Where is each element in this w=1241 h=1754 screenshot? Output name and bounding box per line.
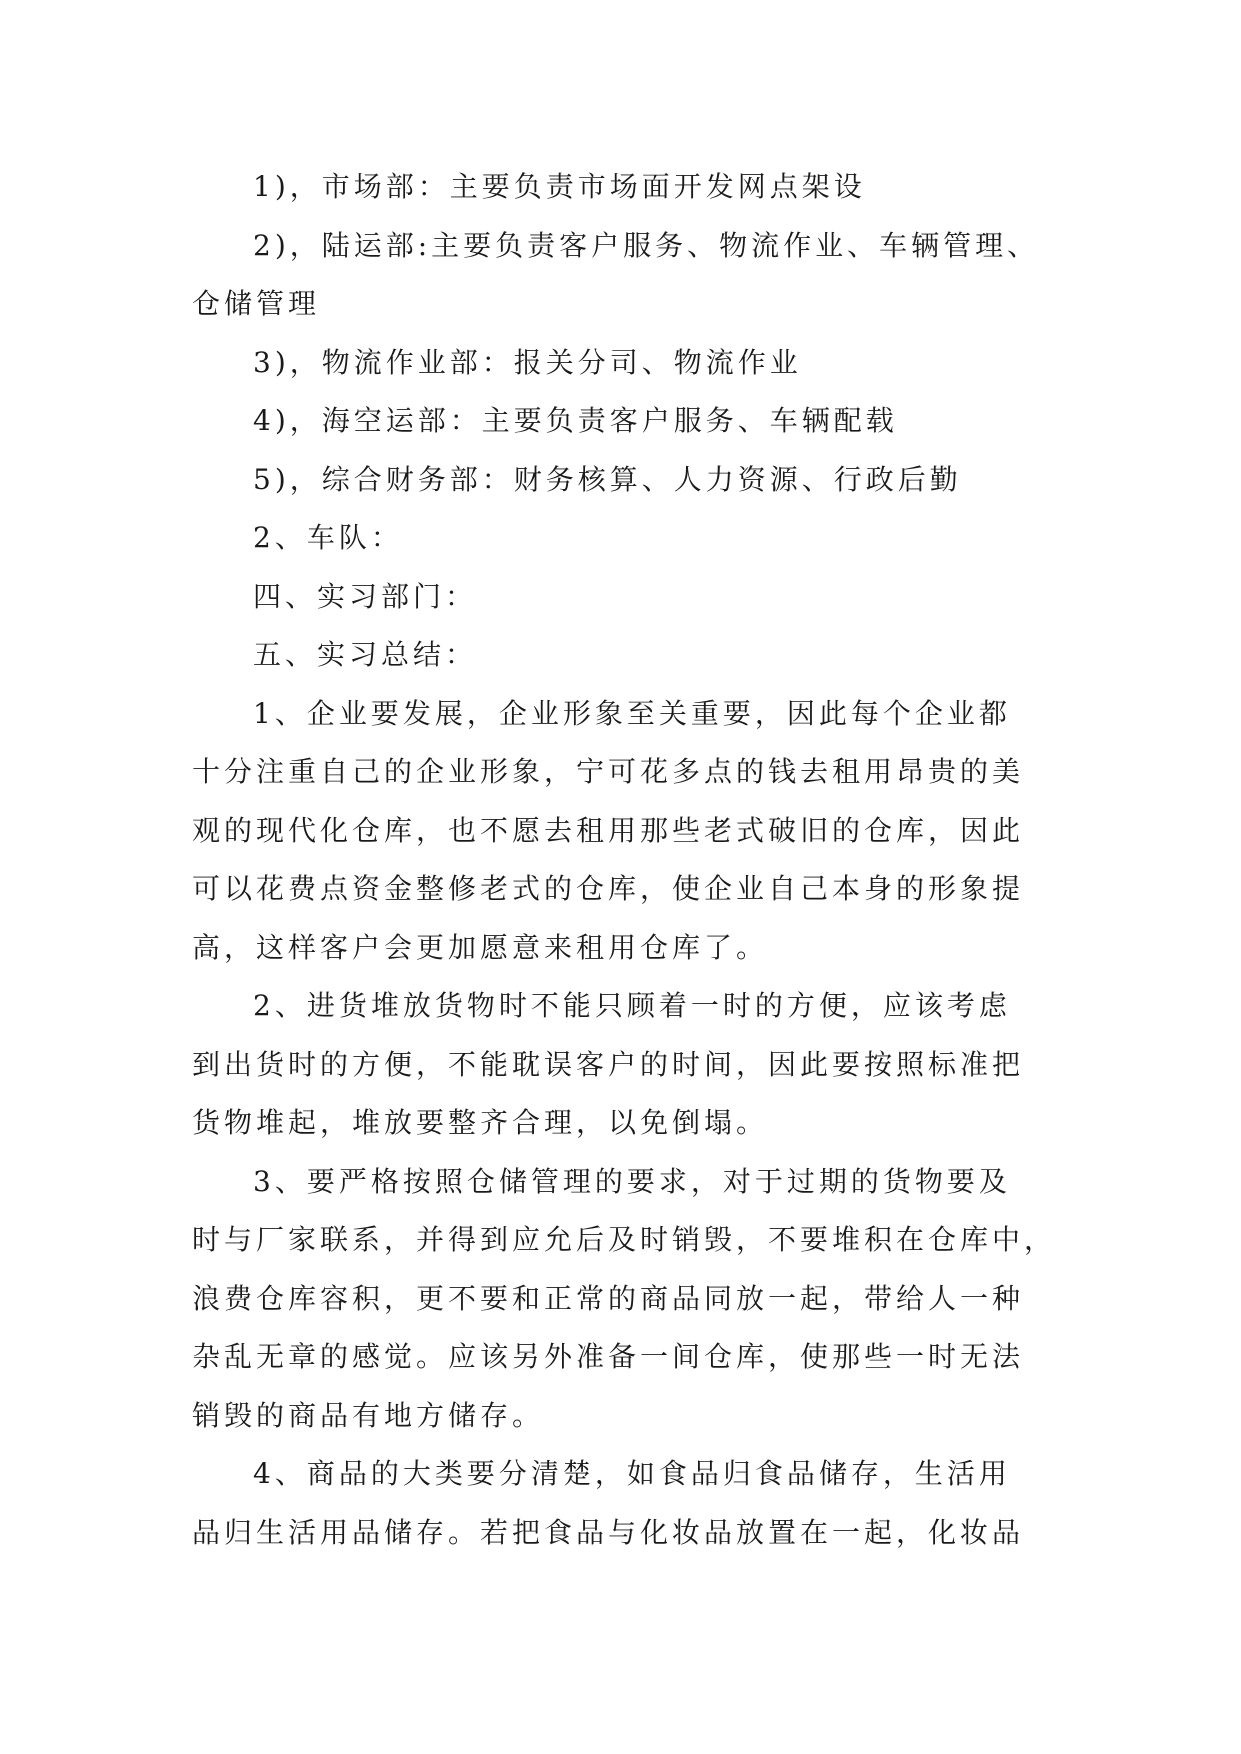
paragraph-dept-land-transport	[192, 217, 1052, 334]
paragraph-dept-market	[192, 158, 1052, 217]
text-line: 杂乱无章的感觉。应该另外准备一间仓库，使那些一时无法	[192, 1340, 1025, 1373]
text-line: 2、车队：	[253, 521, 403, 554]
text-line: 3、要严格按照仓储管理的要求，对于过期的货物要及	[253, 1164, 1011, 1198]
text-line: 5)，综合财务部：财务核算、人力资源、行政后勤	[253, 462, 962, 496]
document-body	[192, 158, 1057, 1562]
text-line: 货物堆起，堆放要整齐合理，以免倒塌。	[192, 1106, 769, 1139]
text-line: 可以花费点资金整修老式的仓库，使企业自己本身的形象提	[192, 872, 1025, 905]
paragraph-fleet	[192, 509, 1052, 568]
text-line: 浪费仓库容积，更不要和正常的商品同放一起，带给人一种	[192, 1281, 1025, 1315]
text-line: 高，这样客户会更加愿意来租用仓库了。	[192, 930, 769, 964]
text-line: 4)，海空运部：主要负责客户服务、车辆配载	[253, 404, 898, 437]
text-line: 品归生活用品储存。若把食品与化妆品放置在一起，化妆品	[192, 1515, 1025, 1549]
text-line: 仓储管理	[192, 287, 321, 320]
heading-internship-summary	[192, 626, 1052, 685]
text-line: 3)，物流作业部：报关分司、物流作业	[253, 345, 802, 379]
text-line: 2)，陆运部:主要负责客户服务、物流作业、车辆管理、	[253, 228, 1040, 262]
paragraph-summary-4	[192, 1445, 1052, 1562]
paragraph-summary-2	[192, 977, 1052, 1153]
paragraph-dept-logistics	[192, 334, 1052, 393]
text-line: 五、实习总结：	[253, 638, 478, 671]
paragraph-dept-sea-air	[192, 392, 1052, 451]
text-line: 观的现代化仓库，也不愿去租用那些老式破旧的仓库，因此	[192, 813, 1025, 847]
text-line: 十分注重自己的企业形象，宁可花多点的钱去租用昂贵的美	[192, 755, 1025, 788]
text-line: 销毁的商品有地方储存。	[192, 1398, 545, 1432]
text-line: 时与厂家联系，并得到应允后及时销毁，不要堆积在仓库中，	[192, 1223, 1057, 1256]
text-line: 4、商品的大类要分清楚，如食品归食品储存，生活用	[253, 1457, 1011, 1490]
heading-internship-department	[192, 568, 1052, 627]
paragraph-summary-1	[192, 685, 1052, 978]
text-line: 四、实习部门：	[253, 579, 478, 613]
paragraph-summary-3	[192, 1153, 1057, 1446]
text-line: 到出货时的方便，不能耽误客户的时间，因此要按照标准把	[192, 1047, 1025, 1081]
paragraph-dept-finance	[192, 451, 1052, 510]
text-line: 1)，市场部：主要负责市场面开发网点架设	[253, 170, 866, 203]
text-line: 1、企业要发展，企业形象至关重要，因此每个企业都	[253, 696, 1011, 730]
text-line: 2、进货堆放货物时不能只顾着一时的方便，应该考虑	[253, 989, 1011, 1022]
